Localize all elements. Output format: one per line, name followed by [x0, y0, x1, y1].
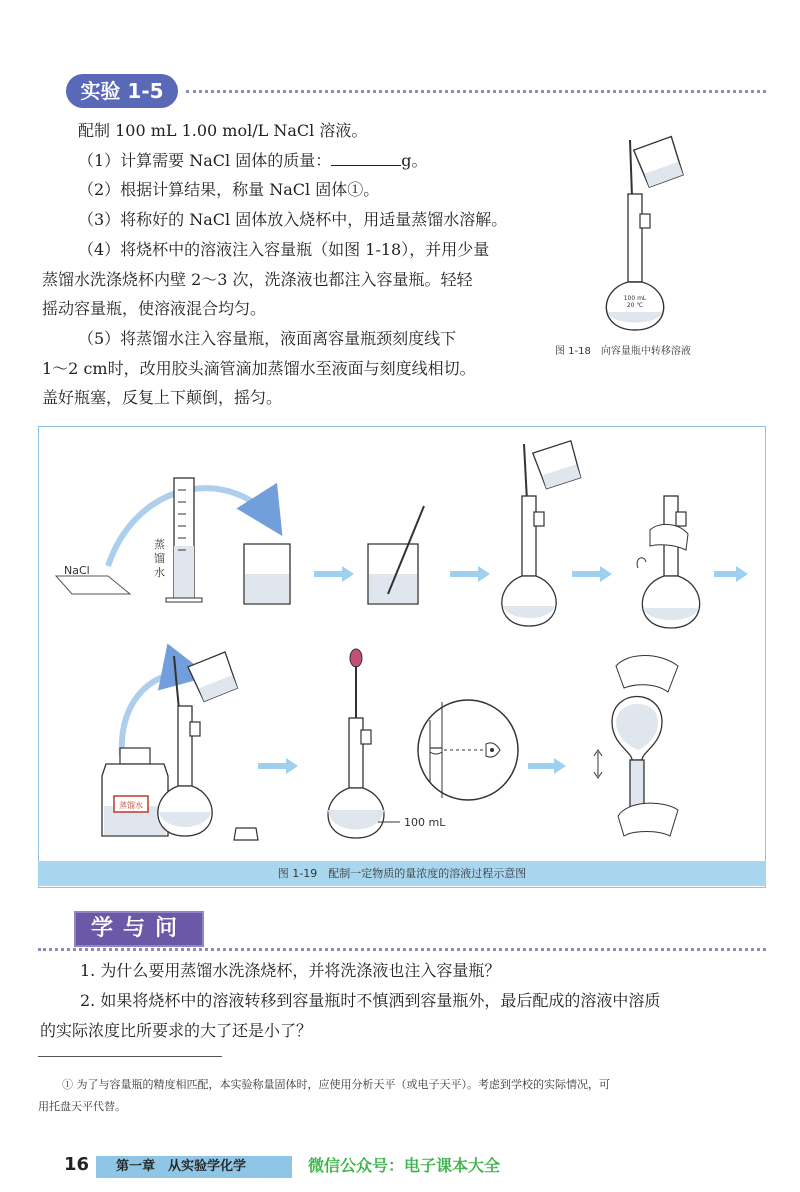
beaker-1 — [244, 544, 290, 604]
step-1 — [78, 146, 538, 175]
study-badge: 学与问 — [74, 911, 204, 947]
step-2: （2）根据计算结果，称量 NaCl 固体①。 — [78, 180, 380, 199]
flask-volume-label: 100 mL — [623, 295, 647, 302]
water-label-1: 蒸 — [154, 538, 165, 551]
figure-1-18 — [580, 134, 690, 334]
step-1-unit: g。 — [401, 151, 428, 170]
step-1-text: （1）计算需要 NaCl 固体的质量： — [78, 151, 332, 170]
flask-rinse — [158, 652, 239, 836]
figure-1-19 — [38, 426, 764, 861]
step-4-line-2: 蒸馏水洗涤烧杯内壁 2～3 次，洗涤液也都注入容量瓶。轻轻 — [42, 270, 473, 289]
weighing-paper — [56, 576, 130, 594]
bottle-label: 蒸馏水 — [119, 801, 143, 810]
footnote-line-1: ① 为了与容量瓶的精度相匹配，本实验称量固体时，应使用分析天平（或电子天平）。考虑到学校的实际情况，可 — [62, 1078, 610, 1091]
step-5-line-2: 1～2 cm时，改用胶头滴管滴加蒸馏水至液面与刻度线相切。 — [42, 359, 476, 378]
flask-dropper — [328, 649, 384, 838]
question-2-line-1: 2. 如果将烧杯中的溶液转移到容量瓶时不慎洒到容量瓶外，最后配成的溶液中溶质 — [80, 991, 661, 1010]
step-4-line-3: 摇动容量瓶，使溶液混合均匀。 — [42, 299, 267, 318]
flask-temp-label: 20 ℃ — [626, 302, 644, 309]
footnote-rule — [38, 1056, 222, 1057]
experiment-badge: 实验 1-5 — [66, 74, 178, 108]
stopper — [234, 828, 258, 840]
step-4-line-1: （4）将烧杯中的溶液注入容量瓶（如图 1-18），并用少量 — [78, 240, 490, 259]
volume-label: 100 mL — [404, 816, 446, 829]
water-label-3: 水 — [154, 566, 165, 579]
flask-inverted — [594, 656, 678, 837]
nacl-label: NaCl — [64, 564, 90, 577]
pouring-beaker — [634, 136, 685, 187]
figure-1-18-caption: 图 1-18 向容量瓶中转移溶液 — [555, 346, 691, 357]
figure-1-19-caption-bar — [38, 861, 766, 886]
beaker-2 — [368, 506, 424, 604]
flask-swirl — [637, 496, 700, 628]
figure-1-19-caption: 图 1-19 配制一定物质的量浓度的溶液过程示意图 — [277, 867, 527, 880]
chapter-title: 第一章 从实验学化学 — [116, 1159, 247, 1174]
distilled-water-bottle — [102, 748, 168, 836]
page-number: 16 — [64, 1154, 90, 1175]
header-dotted-rule — [186, 90, 766, 93]
footnote-line-2: 用托盘天平代替。 — [38, 1100, 126, 1113]
answer-blank — [331, 151, 401, 166]
step-5-line-1: （5）将蒸馏水注入容量瓶，液面离容量瓶颈刻度线下 — [78, 329, 457, 348]
study-dotted-rule — [38, 948, 766, 951]
intro-line: 配制 100 mL 1.00 mol/L NaCl 溶液。 — [78, 121, 368, 140]
footnote — [38, 1074, 764, 1118]
question-1: 1. 为什么要用蒸馏水洗涤烧杯，并将洗涤液也注入容量瓶？ — [80, 961, 501, 980]
step-5-line-3: 盖好瓶塞，反复上下颠倒，摇匀。 — [42, 388, 283, 407]
volumetric-flask — [606, 194, 663, 330]
question-2-line-2: 的实际浓度比所要求的大了还是小了？ — [40, 1021, 313, 1040]
step-3: （3）将称好的 NaCl 固体放入烧杯中，用适量蒸馏水溶解。 — [78, 210, 508, 229]
meniscus-zoom — [418, 700, 518, 800]
flask-transfer — [502, 441, 583, 626]
watermark-text: 微信公众号：电子课本大全 — [308, 1156, 501, 1175]
water-label-2: 馏 — [154, 552, 165, 565]
